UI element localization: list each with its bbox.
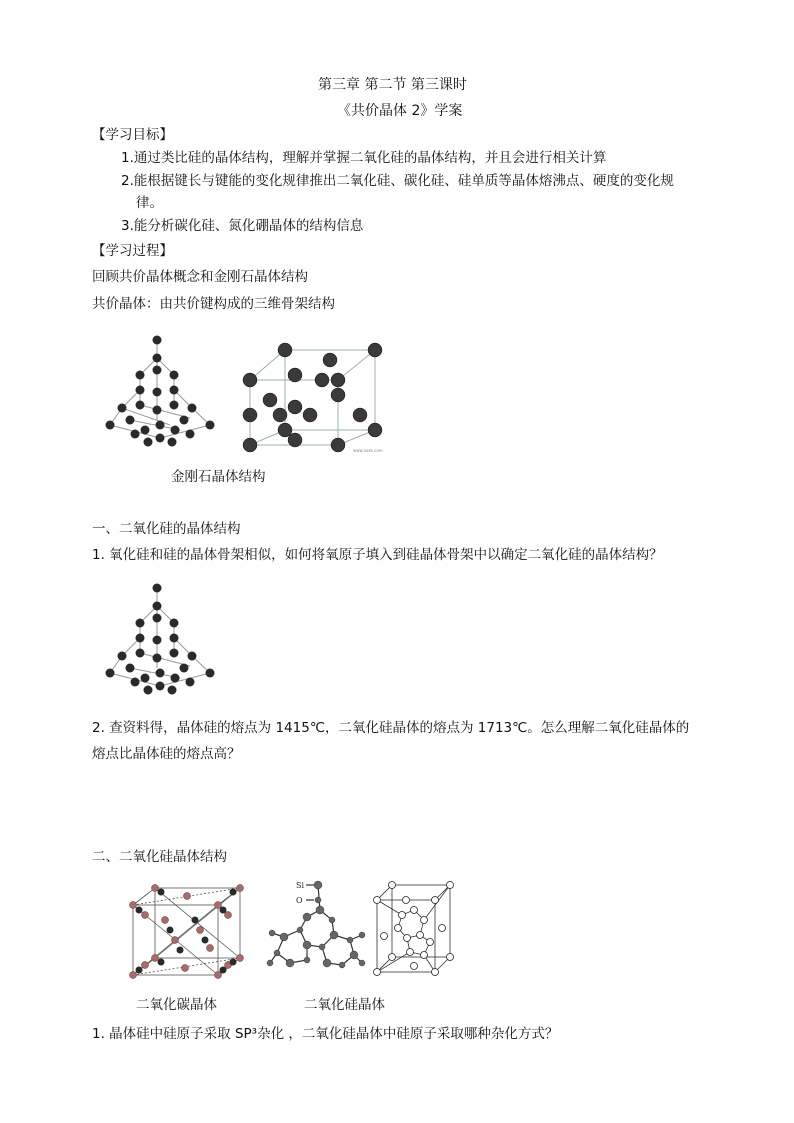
silicon-dioxide-network-figure: [262, 875, 372, 975]
section1-question-2-line1: 2. 查资料得，晶体硅的熔点为 1415℃，二氧化硅晶体的熔点为 1713℃。怎么理解二氧化硅晶体的: [92, 720, 690, 736]
silicon-tetrahedral-model: [100, 578, 225, 703]
section1-question-2-line2: 熔点比晶体硅的熔点高？: [92, 746, 241, 762]
page-subtitle: 《共价晶体 2》学案: [337, 103, 463, 119]
objective-item-3: 3.能分析碳化硅、氮化硼晶体的结构信息: [121, 218, 364, 234]
watermark-text: www.zxxk.com: [353, 448, 383, 453]
diamond-tetrahedral-model: [100, 330, 225, 455]
carbon-dioxide-crystal-figure: [125, 880, 250, 985]
silicon-dioxide-caption: 二氧化硅晶体: [304, 997, 385, 1013]
silicon-dioxide-unit-cell: [372, 880, 457, 980]
objective-item-2: 2.能根据键长与键能的变化规律推出二氧化硅、碳化硅、硅单质等晶体熔沸点、硬度的变化规: [121, 173, 674, 189]
legend-o-label: O: [296, 896, 303, 905]
objectives-heading: 【学习目标】: [92, 127, 173, 143]
definition-text: 共价晶体：由共价键构成的三维骨架结构: [92, 296, 335, 312]
objective-item-1: 1.通过类比硅的晶体结构，理解并掌握二氧化硅的晶体结构，并且会进行相关计算: [121, 150, 607, 166]
chapter-title: 第三章 第二节 第三课时: [318, 77, 467, 93]
process-heading: 【学习过程】: [92, 243, 173, 259]
objective-item-2-cont: 律。: [136, 195, 163, 211]
review-text: 回顾共价晶体概念和金刚石晶体结构: [92, 269, 308, 285]
carbon-dioxide-caption: 二氧化碳晶体: [136, 997, 217, 1013]
diamond-caption: 金刚石晶体结构: [171, 469, 266, 485]
section1-title: 一、二氧化硅的晶体结构: [92, 521, 241, 537]
diamond-unit-cell: [235, 335, 390, 460]
section2-title: 二、二氧化硅晶体结构: [92, 849, 227, 865]
legend-si-label: Si: [296, 881, 305, 890]
section2-question-1: 1. 晶体硅中硅原子采取 SP³杂化 ，二氧化硅晶体中硅原子采取哪种杂化方式？: [92, 1026, 559, 1042]
section1-question-1: 1. 氧化硅和硅的晶体骨架相似，如何将氧原子填入到硅晶体骨架中以确定二氧化硅的晶体结构？: [92, 547, 663, 563]
